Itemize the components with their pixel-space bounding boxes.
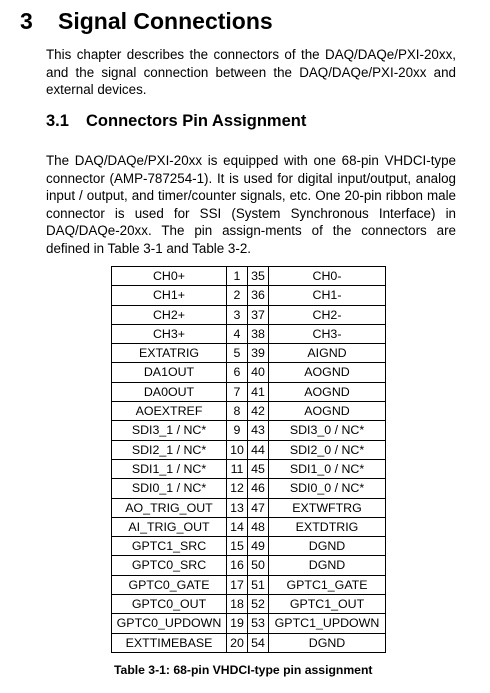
right-signal-cell: CH2- (269, 305, 386, 324)
table-row (112, 575, 386, 594)
left-signal-cell: CH2+ (112, 305, 227, 324)
section-body: The DAQ/DAQe/PXI-20xx is equipped with one 68-pin VHDCI-type connector (AMP-787254-1). It is used for digital input/output, analog input / output, and timer/counter signals, etc. One 20-pin ribbon male connector is used for SSI (System Synchronous Interface) in DAQ/DAQe-20xx. The pin assign-ments of the connectors are defined in Table 3-1 and Table 3-2. (46, 153, 456, 256)
chapter-number: 3 (20, 8, 33, 34)
table-caption: Table 3-1: 68-pin VHDCI-type pin assignment (114, 663, 373, 677)
left-pin-cell: 11 (227, 459, 248, 478)
left-signal-cell: SDI0_1 / NC* (112, 479, 227, 498)
right-signal-cell: AOGND (269, 382, 386, 401)
right-pin-cell: 39 (248, 344, 269, 363)
chapter-heading (20, 8, 273, 35)
right-pin-cell: 51 (248, 575, 269, 594)
right-signal-cell: SDI1_0 / NC* (269, 459, 386, 478)
left-signal-cell: SDI3_1 / NC* (112, 421, 227, 440)
right-signal-cell: GPTC1_UPDOWN (269, 614, 386, 633)
right-pin-cell: 41 (248, 382, 269, 401)
right-pin-cell: 46 (248, 479, 269, 498)
left-pin-cell: 8 (227, 402, 248, 421)
right-pin-cell: 54 (248, 633, 269, 652)
table-row (112, 421, 386, 440)
left-pin-cell: 7 (227, 382, 248, 401)
left-signal-cell: AO_TRIG_OUT (112, 498, 227, 517)
right-signal-cell: AOGND (269, 402, 386, 421)
left-signal-cell: CH1+ (112, 286, 227, 305)
right-signal-cell: GPTC1_OUT (269, 595, 386, 614)
right-pin-cell: 48 (248, 517, 269, 536)
right-pin-cell: 50 (248, 556, 269, 575)
left-signal-cell: SDI1_1 / NC* (112, 459, 227, 478)
chapter-intro: This chapter describes the connectors of the DAQ/DAQe/PXI-20xx, and the signal connection between the DAQ/DAQe/PXI-20xx and external devices. (46, 47, 456, 97)
table-row (112, 537, 386, 556)
left-pin-cell: 13 (227, 498, 248, 517)
left-signal-cell: CH3+ (112, 324, 227, 343)
left-signal-cell: GPTC1_SRC (112, 537, 227, 556)
left-pin-cell: 1 (227, 267, 248, 286)
table-row (112, 324, 386, 343)
left-signal-cell: EXTTIMEBASE (112, 633, 227, 652)
left-signal-cell: EXTATRIG (112, 344, 227, 363)
section-heading (46, 112, 306, 131)
right-pin-cell: 44 (248, 440, 269, 459)
right-signal-cell: SDI0_0 / NC* (269, 479, 386, 498)
left-pin-cell: 19 (227, 614, 248, 633)
table-row (112, 614, 386, 633)
table-row (112, 633, 386, 652)
left-pin-cell: 12 (227, 479, 248, 498)
pin-assignment-table (111, 266, 386, 653)
right-pin-cell: 49 (248, 537, 269, 556)
left-signal-cell: SDI2_1 / NC* (112, 440, 227, 459)
left-signal-cell: GPTC0_GATE (112, 575, 227, 594)
right-pin-cell: 38 (248, 324, 269, 343)
left-signal-cell: GPTC0_OUT (112, 595, 227, 614)
right-pin-cell: 45 (248, 459, 269, 478)
left-pin-cell: 2 (227, 286, 248, 305)
left-pin-cell: 3 (227, 305, 248, 324)
left-pin-cell: 10 (227, 440, 248, 459)
right-signal-cell: CH3- (269, 324, 386, 343)
right-signal-cell: DGND (269, 537, 386, 556)
left-signal-cell: AOEXTREF (112, 402, 227, 421)
right-pin-cell: 35 (248, 267, 269, 286)
left-pin-cell: 17 (227, 575, 248, 594)
left-signal-cell: GPTC0_SRC (112, 556, 227, 575)
table-row (112, 344, 386, 363)
table-row (112, 440, 386, 459)
right-pin-cell: 53 (248, 614, 269, 633)
right-signal-cell: AOGND (269, 363, 386, 382)
right-signal-cell: EXTDTRIG (269, 517, 386, 536)
right-signal-cell: GPTC1_GATE (269, 575, 386, 594)
left-pin-cell: 16 (227, 556, 248, 575)
table-row (112, 267, 386, 286)
right-signal-cell: CH1- (269, 286, 386, 305)
left-pin-cell: 6 (227, 363, 248, 382)
left-signal-cell: AI_TRIG_OUT (112, 517, 227, 536)
left-pin-cell: 5 (227, 344, 248, 363)
left-pin-cell: 20 (227, 633, 248, 652)
table-row (112, 305, 386, 324)
table-row (112, 498, 386, 517)
table-row (112, 363, 386, 382)
table-row (112, 595, 386, 614)
right-pin-cell: 47 (248, 498, 269, 517)
right-pin-cell: 43 (248, 421, 269, 440)
table-row (112, 556, 386, 575)
right-signal-cell: AIGND (269, 344, 386, 363)
table-row (112, 459, 386, 478)
right-pin-cell: 37 (248, 305, 269, 324)
right-signal-cell: DGND (269, 556, 386, 575)
right-pin-cell: 42 (248, 402, 269, 421)
right-pin-cell: 36 (248, 286, 269, 305)
left-pin-cell: 4 (227, 324, 248, 343)
right-signal-cell: DGND (269, 633, 386, 652)
right-signal-cell: CH0- (269, 267, 386, 286)
table-row (112, 402, 386, 421)
right-pin-cell: 40 (248, 363, 269, 382)
left-signal-cell: CH0+ (112, 267, 227, 286)
table-row (112, 479, 386, 498)
left-signal-cell: GPTC0_UPDOWN (112, 614, 227, 633)
left-signal-cell: DA1OUT (112, 363, 227, 382)
section-number: 3.1 (46, 112, 69, 130)
left-signal-cell: DA0OUT (112, 382, 227, 401)
right-signal-cell: SDI2_0 / NC* (269, 440, 386, 459)
right-pin-cell: 52 (248, 595, 269, 614)
table-row (112, 286, 386, 305)
table-row (112, 382, 386, 401)
section-title: Connectors Pin Assignment (86, 112, 307, 130)
right-signal-cell: SDI3_0 / NC* (269, 421, 386, 440)
pin-table-body (112, 267, 386, 653)
right-signal-cell: EXTWFTRG (269, 498, 386, 517)
left-pin-cell: 18 (227, 595, 248, 614)
table-row (112, 517, 386, 536)
left-pin-cell: 9 (227, 421, 248, 440)
chapter-title: Signal Connections (58, 8, 273, 34)
left-pin-cell: 14 (227, 517, 248, 536)
left-pin-cell: 15 (227, 537, 248, 556)
